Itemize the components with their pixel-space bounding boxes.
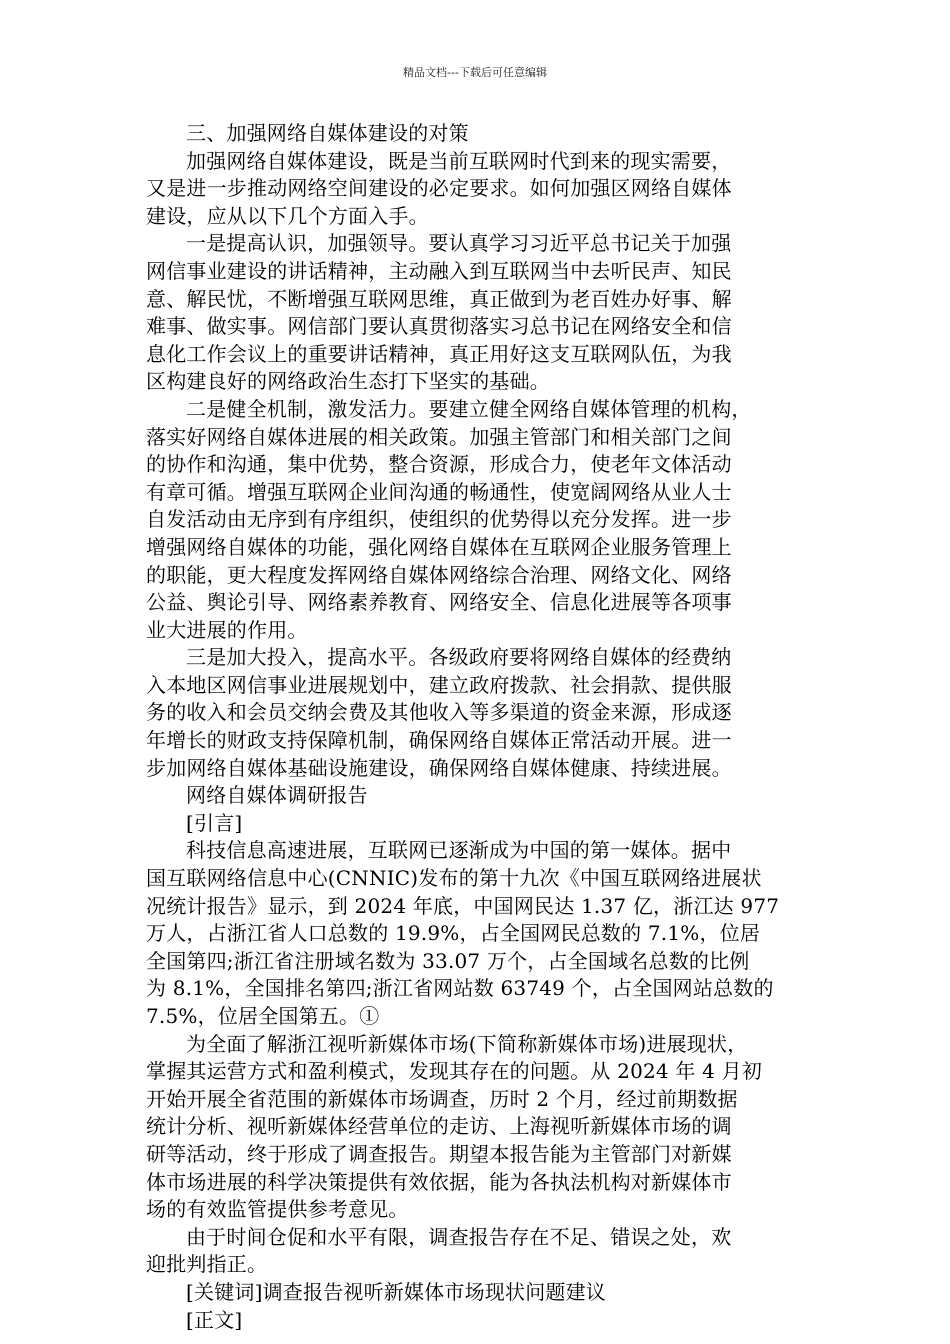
text-line: 由于时间仓促和水平有限，调查报告存在不足、错误之处，欢 <box>186 1224 732 1249</box>
text-line: 三是加大投入，提高水平。各级政府要将网络自媒体的经费纳 <box>186 645 732 670</box>
paragraph <box>146 644 806 782</box>
text-line: 息化工作会议上的重要讲话精神，真正用好这支互联网队伍，为我 <box>146 341 732 366</box>
paragraph <box>146 148 806 231</box>
text-line: 自发活动由无序到有序组织，使组织的优势得以充分发挥。进一步 <box>146 507 732 532</box>
page-header: 精品文档---下载后可任意编辑 <box>403 66 547 79</box>
text-line: 7.5%，位居全国第五。① <box>146 1004 380 1028</box>
text-line: 入本地区网信事业进展规划中，建立政府拨款、社会捐款、提供服 <box>146 672 732 697</box>
paragraph <box>146 1224 806 1279</box>
paragraph <box>146 1031 806 1224</box>
paragraph <box>146 1279 806 1307</box>
text-line: 的职能，更大程度发挥网络自媒体网络综合治理、网络文化、网络 <box>146 562 732 587</box>
paragraph <box>146 837 806 1030</box>
text-line: 落实好网络自媒体进展的相关政策。加强主管部门和相关部门之间 <box>146 424 732 449</box>
text-line: 况统计报告》显示，到 2024 年底，中国网民达 1.37 亿，浙江达 977 <box>146 893 780 918</box>
paragraph <box>146 810 806 838</box>
text-line: [正文] <box>186 1307 243 1332</box>
paragraph <box>146 230 806 396</box>
text-line: 网络自媒体调研报告 <box>186 783 368 808</box>
paragraph <box>146 782 806 810</box>
text-line: 步加网络自媒体基础设施建设，确保网络自媒体健康、持续进展。 <box>146 755 732 780</box>
paragraph <box>146 120 806 148</box>
text-line: 有章可循。增强互联网企业间沟通的畅通性，使宽阔网络从业人士 <box>146 479 732 504</box>
text-line: 开始开展全省范围的新媒体市场调查，历时 2 个月，经过前期数据 <box>146 1086 738 1111</box>
text-line: 一是提高认识，加强领导。要认真学习习近平总书记关于加强 <box>186 231 732 256</box>
document-body <box>146 120 806 1334</box>
text-line: 又是进一步推动网络空间建设的必定要求。如何加强区网络自媒体 <box>146 176 732 201</box>
text-line: 迎批判指正。 <box>146 1252 268 1277</box>
text-line: 年增长的财政支持保障机制，确保网络自媒体正常活动开展。进一 <box>146 728 732 753</box>
text-line: 难事、做实事。网信部门要认真贯彻落实习总书记在网络安全和信 <box>146 314 732 339</box>
text-line: 意、解民忧，不断增强互联网思维，真正做到为老百姓办好事、解 <box>146 286 732 311</box>
text-line: 区构建良好的网络政治生态打下坚实的基础。 <box>146 369 550 394</box>
text-line: [关键词]调查报告视听新媒体市场现状问题建议 <box>186 1279 607 1304</box>
text-line: 统计分析、视听新媒体经营单位的走访、上海视听新媒体市场的调 <box>146 1114 732 1139</box>
text-line: 业大进展的作用。 <box>146 617 308 642</box>
text-line: 务的收入和会员交纳会费及其他收入等多渠道的资金来源，形成逐 <box>146 700 732 725</box>
text-line: 为全面了解浙江视听新媒体市场(下简称新媒体市场)进展现状， <box>186 1031 748 1056</box>
text-line: 网信事业建设的讲话精神，主动融入到互联网当中去听民声、知民 <box>146 258 732 283</box>
text-line: 体市场进展的科学决策提供有效依据，能为各执法机构对新媒体市 <box>146 1169 732 1194</box>
text-line: 二是健全机制，激发活力。要建立健全网络自媒体管理的机构， <box>186 396 752 421</box>
text-line: 增强网络自媒体的功能，强化网络自媒体在互联网企业服务管理上 <box>146 534 732 559</box>
text-line: 为 8.1%，全国排名第四;浙江省网站数 63749 个，占全国网站总数的 <box>146 976 774 1001</box>
paragraph <box>146 396 806 644</box>
text-line: 加强网络自媒体建设，既是当前互联网时代到来的现实需要， <box>186 148 732 173</box>
text-line: 研等活动，终于形成了调查报告。期望本报告能为主管部门对新媒 <box>146 1141 732 1166</box>
text-line: 建设，应从以下几个方面入手。 <box>146 203 429 228</box>
text-line: 万人，占浙江省人口总数的 19.9%，占全国网民总数的 7.1%，位居 <box>146 921 761 946</box>
text-line: 场的有效监管提供参考意见。 <box>146 1197 409 1222</box>
text-line: 的协作和沟通，集中优势，整合资源，形成合力，使老年文体活动 <box>146 452 732 477</box>
text-line: 公益、舆论引导、网络素养教育、网络安全、信息化进展等各项事 <box>146 590 732 615</box>
text-line: 科技信息高速进展，互联网已逐渐成为中国的第一媒体。据中 <box>186 838 732 863</box>
paragraph <box>146 1307 806 1335</box>
text-line: [引言] <box>186 810 243 835</box>
text-line: 国互联网络信息中心(CNNIC)发布的第十九次《中国互联网络进展状 <box>146 866 762 891</box>
text-line: 三、加强网络自媒体建设的对策 <box>186 121 469 145</box>
text-line: 掌握其运营方式和盈利模式，发现其存在的问题。从 2024 年 4 月初 <box>146 1059 763 1084</box>
text-line: 全国第四;浙江省注册域名数为 33.07 万个，占全国域名总数的比例 <box>146 948 750 973</box>
